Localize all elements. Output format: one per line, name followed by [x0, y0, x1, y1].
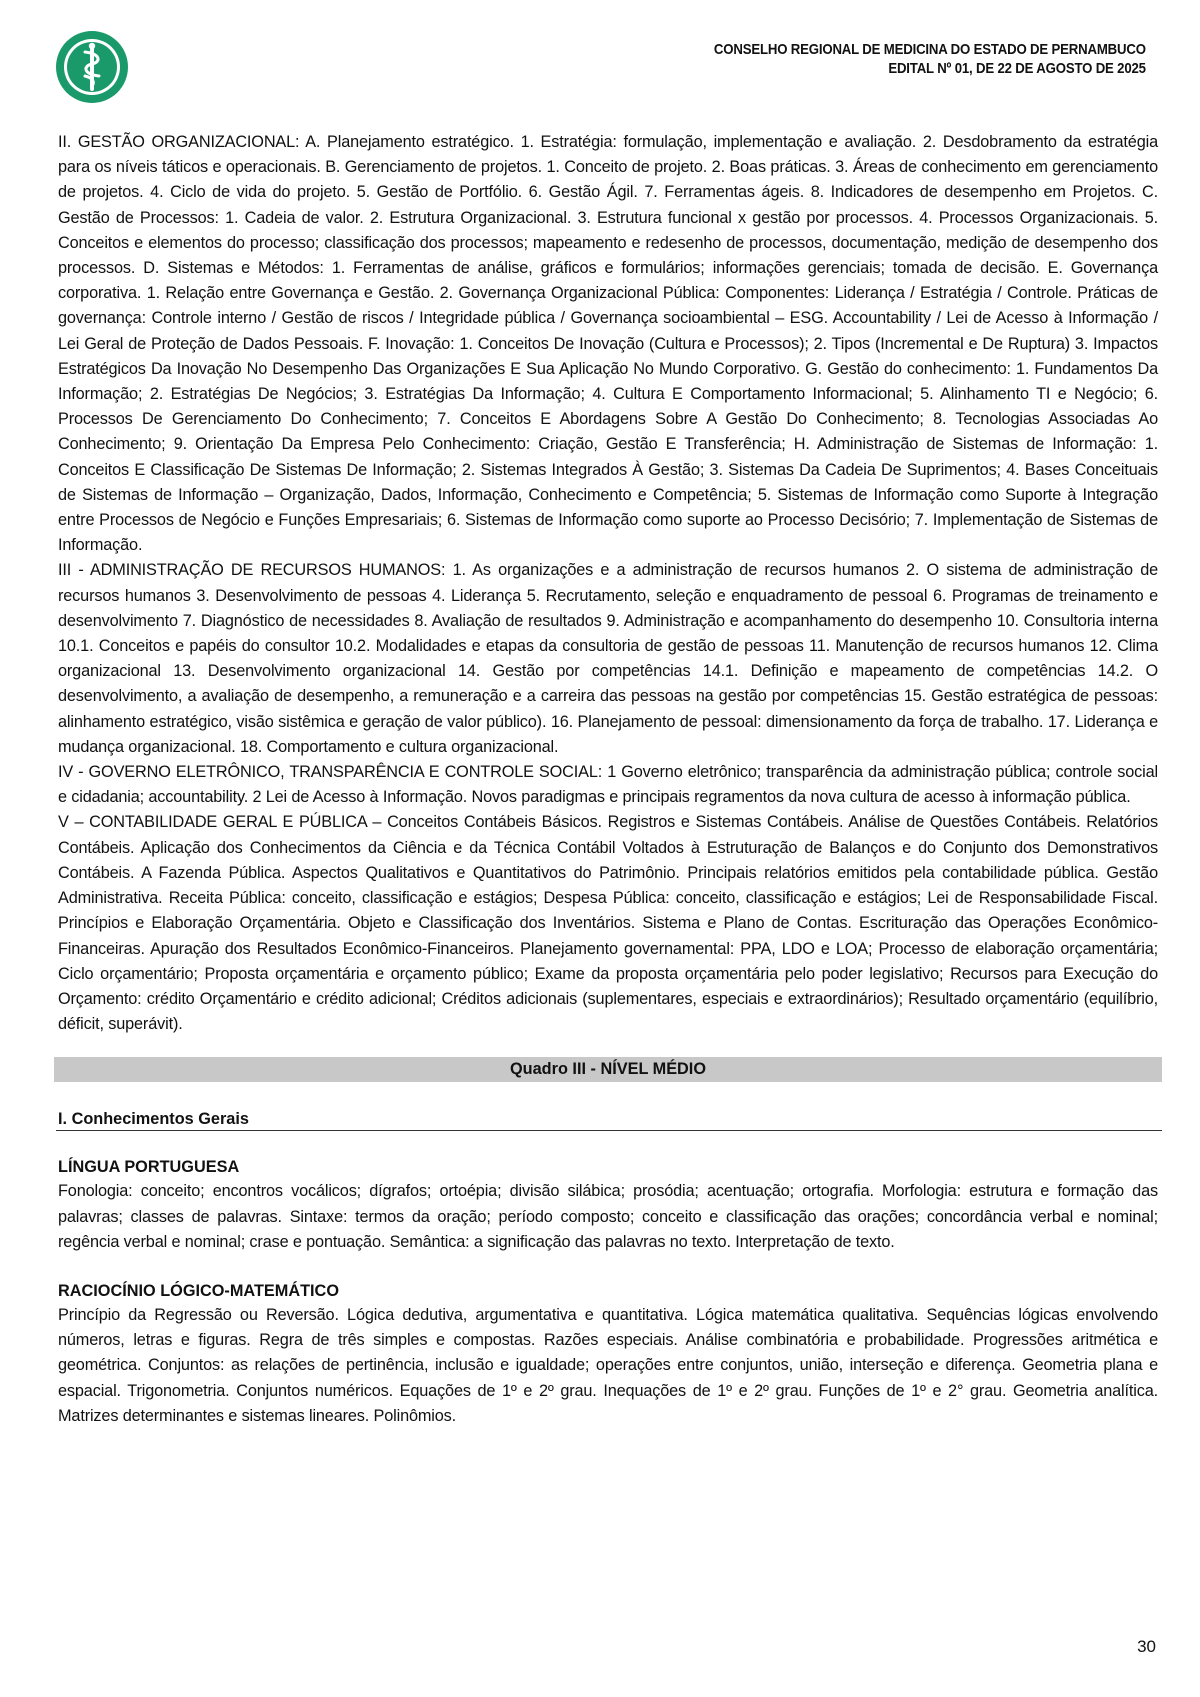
- conhecimentos-gerais-title: I. Conhecimentos Gerais: [56, 1108, 1162, 1131]
- lingua-portuguesa-heading: LÍNGUA PORTUGUESA: [58, 1158, 240, 1177]
- section-recursos-humanos: III - ADMINISTRAÇÃO DE RECURSOS HUMANOS: 1. As organizações e a administração de recursos humanos 2. O sistema de administração de recursos humanos 3. Desenvolvimento de pessoas 4. Liderança 5. Recrutamento, seleção e enquadramento de pessoal 6. Programas de treinamento e desenvolvimento 7. Diagnóstico de necessidades 8. Avaliação de resultados 9. Administração e acompanhamento do desempenho 10. Consultoria interna 10.1. Conceitos e papéis do consultor 10.2. Modalidades e etapas da consultoria de gestão de pessoas 11. Manutenção de recursos humanos 12. Clima organizacional 13. Desenvolvimento organizacional 14. Gestão por competências 14.1. Definição e mapeamento de competências 14.2. O desenvolvimento, a avaliação de desempenho, a remuneração e a carreira das pessoas na gestão por competências 15. Gestão estratégica de pessoas: alinhamento estratégico, visão sistêmica e geração de valor público). 16. Planejamento de pessoal: dimensionamento da força de trabalho. 17. Liderança e mudança organizacional. 18. Comportamento e cultura organizacional.: [58, 561, 1158, 756]
- raciocinio-logico-heading: RACIOCÍNIO LÓGICO-MATEMÁTICO: [58, 1281, 339, 1300]
- section-contabilidade: V – CONTABILIDADE GERAL E PÚBLICA – Conceitos Contábeis Básicos. Registros e Sistemas Contábeis. Análise de Questões Contábeis. Relatórios Contábeis. Aplicação dos Conhecimentos da Ciência e da Técnica Contábil Voltados à Estruturação de Balanços e do Conjunto dos Demonstrativos Contábeis. A Fazenda Pública. Aspectos Qualitativos e Quantitativos do Patrimônio. Principais relatórios emitidos pela contabilidade pública. Gestão Administrativa. Receita Pública: conceito, classificação e estágios; Despesa Pública: conceito, classificação e estágios; Lei de Responsabilidade Fiscal. Princípios e Elaboração Orçamentária. Objeto e Classificação dos Inventários. Sistema e Plano de Contas. Escrituração das Operações Econômico-Financeiras. Apuração dos Resultados Econômico-Financeiros. Planejamento governamental: PPA, LDO e LOA; Processo de elaboração orçamentária; Ciclo orçamentário; Proposta orçamentária e orçamento público; Exame da proposta orçamentária pelo poder legislativo; Recursos para Execução do Orçamento: crédito Orçamentário e crédito adicional; Créditos adicionais (suplementares, especiais e extraordinários); Resultado orçamentário (equilíbrio, déficit, superávit).: [58, 813, 1158, 1034]
- page-content: [58, 130, 1158, 1429]
- page-number: 30: [1137, 1637, 1156, 1656]
- section-governo-eletronico: IV - GOVERNO ELETRÔNICO, TRANSPARÊNCIA E CONTROLE SOCIAL: 1 Governo eletrônico; transparência da administração pública; controle social e cidadania; accountability. 2 Lei de Acesso à Informação. Novos paradigmas e principais regramentos da nova cultura de acesso à informação pública.: [58, 763, 1158, 807]
- quadro-band-title: Quadro III - NÍVEL MÉDIO: [54, 1057, 1162, 1082]
- header-organization: CONSELHO REGIONAL DE MEDICINA DO ESTADO DE PERNAMBUCO: [714, 41, 1146, 58]
- caduceus-icon: [55, 30, 129, 104]
- lingua-portuguesa-text: Fonologia: conceito; encontros vocálicos; dígrafos; ortoépia; divisão silábica; prosódia; acentuação; ortografia. Morfologia: estrutura e formação das palavras; classes de palavras. Sintaxe: termos da oração; período composto; conceito e classificação das orações; concordância verbal e nominal; regência verbal e nominal; crase e pontuação. Semântica: a significação das palavras no texto. Interpretação de texto.: [58, 1182, 1158, 1251]
- raciocinio-logico-text: Princípio da Regressão ou Reversão. Lógica dedutiva, argumentativa e quantitativa. Lógica matemática qualitativa. Sequências lógicas envolvendo números, letras e figuras. Regra de três simples e compostas. Razões especiais. Análise combinatória e probabilidade. Progressões aritmética e geométrica. Conjuntos: as relações de pertinência, inclusão e igualdade; operações entre conjuntos, união, interseção e diferença. Geometria plana e espacial. Trigonometria. Conjuntos numéricos. Equações de 1º e 2º grau. Inequações de 1º e 2º grau. Funções de 1º e 2° grau. Geometria analítica. Matrizes determinantes e sistemas lineares. Polinômios.: [58, 1305, 1158, 1425]
- header-edital: EDITAL Nº 01, DE 22 DE AGOSTO DE 2025: [888, 60, 1146, 77]
- document-header: [714, 40, 1146, 78]
- section-gestao-organizacional: II. GESTÃO ORGANIZACIONAL: A. Planejamento estratégico. 1. Estratégia: formulação, implementação e avaliação. 2. Desdobramento da estratégia para os níveis táticos e operacionais. B. Gerenciamento de projetos. 1. Conceito de projeto. 2. Boas práticas. 3. Áreas de conhecimento em gerenciamento de projetos. 4. Ciclo de vida do projeto. 5. Gestão de Portfólio. 6. Gestão Ágil. 7. Ferramentas ágeis. 8. Indicadores de desempenho em Projetos. C. Gestão de Processos: 1. Cadeia de valor. 2. Estrutura Organizacional. 3. Estrutura funcional x gestão por processos. 4. Processos Organizacionais. 5. Conceitos e elementos do processo; classificação dos processos; mapeamento e redesenho de processos, documentação, medição de desempenho dos processos. D. Sistemas e Métodos: 1. Ferramentas de análise, gráficos e formulários; informações gerenciais; tomada de decisão. E. Governança corporativa. 1. Relação entre Governança e Gestão. 2. Governança Organizacional Pública: Componentes: Liderança / Estratégia / Controle. Práticas de governança: Controle interno / Gestão de riscos / Integridade pública / Governança socioambiental – ESG. Accountability / Lei de Acesso à Informação / Lei Geral de Proteção de Dados Pessoais. F. Inovação: 1. Conceitos De Inovação (Cultura e Processos); 2. Tipos (Incremental e De Ruptura) 3. Impactos Estratégicos Da Inovação No Desempenho Das Organizações E Sua Aplicação No Mundo Corporativo. G. Gestão do conhecimento: 1. Fundamentos Da Informação; 2. Estratégias De Negócios; 3. Estratégias Da Informação; 4. Cultura E Comportamento Informacional; 5. Alinhamento TI e Negócio; 6. Processos De Gerenciamento Do Conhecimento; 7. Conceitos E Abordagens Sobre A Gestão Do Conhecimento; 8. Tecnologias Associadas Ao Conhecimento; 9. Orientação Da Empresa Pelo Conhecimento: Criação, Gestão E Transferência; H. Administração de Sistemas de Informação: 1. Conceitos E Classificação De Sistemas De Informação; 2. Sistemas Integrados À Gestão; 3. Sistemas Da Cadeia De Suprimentos; 4. Bases Conceituais de Sistemas de Informação – Organização, Dados, Informação, Conhecimento e Competência; 5. Sistemas de Informação como Suporte à Integração entre Processos de Negócio e Funções Empresariais; 6. Sistemas de Informação como suporte ao Processo Decisório; 7. Implementação de Sistemas de Informação.: [58, 133, 1158, 555]
- cremepe-logo: [55, 30, 129, 104]
